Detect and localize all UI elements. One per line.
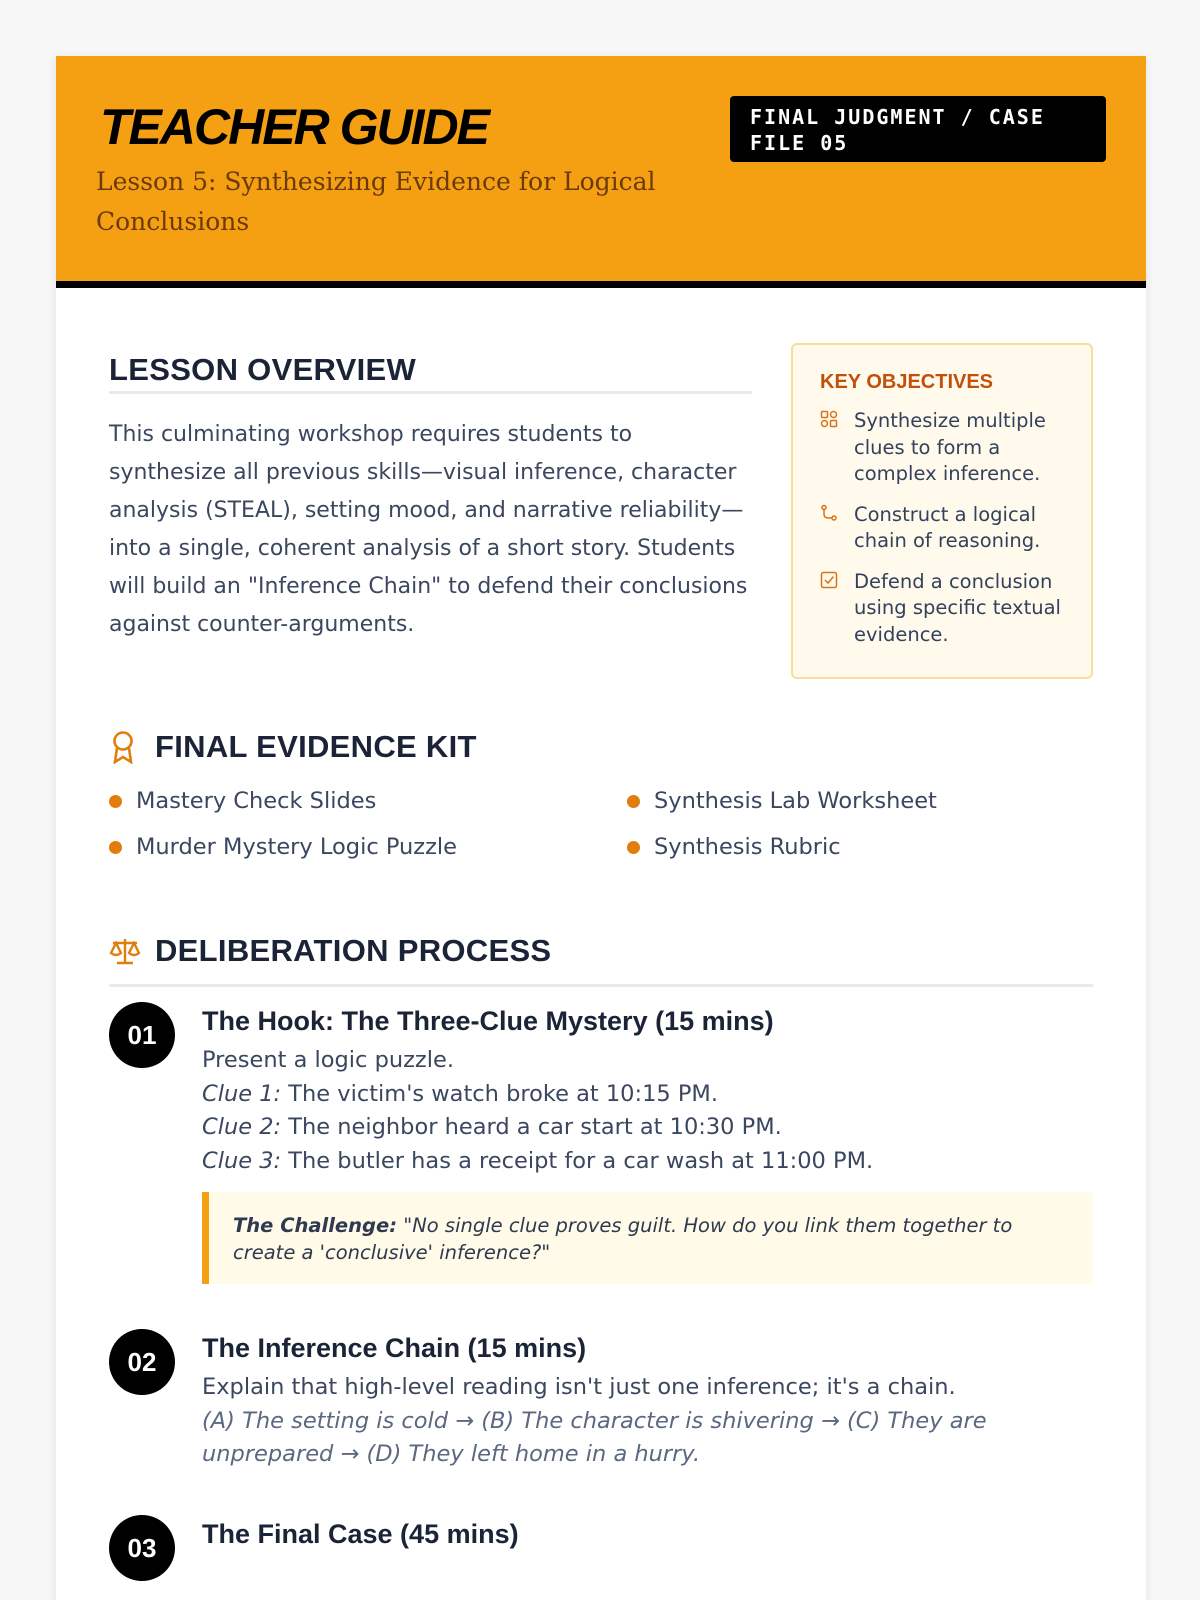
evidence-kit-section (109, 726, 1093, 886)
lesson-subtitle: Lesson 5: Synthesizing Evidence for Logical Conclusions (96, 167, 656, 236)
key-objectives-box (791, 343, 1093, 679)
award-icon (109, 730, 137, 764)
clue-line (202, 1145, 1093, 1179)
lesson-overview-text: This culminating workshop requires students to synthesize all previous skills—visual inference, character analysis (STEAL), setting mood, and narrative reliability—into a single, coherent analysis of a short story. Students will build an "Inference Chain" to defend their conclusions against counter-arguments. (109, 422, 748, 637)
step-number: 01 (109, 1002, 175, 1068)
objective-text: Defend a conclusion using specific textual evidence. (854, 569, 1061, 646)
page-title: TEACHER GUIDE (100, 99, 488, 155)
kit-item-label: Murder Mystery Logic Puzzle (136, 834, 457, 860)
kit-item (109, 832, 457, 862)
evidence-kit-heading: FINAL EVIDENCE KIT (155, 729, 477, 764)
challenge-text: "No single clue proves guilt. How do you link them together to create a 'conclusive' inference?" (233, 1214, 1013, 1264)
objective-item (820, 569, 1065, 649)
scale-icon (109, 937, 141, 965)
checkbox-icon (820, 571, 838, 589)
kit-item-label: Mastery Check Slides (136, 788, 377, 814)
case-file-badge: FINAL JUDGMENT / CASE FILE 05 (730, 96, 1106, 162)
clue-label: Clue 1: (202, 1080, 282, 1107)
step-number: 03 (109, 1515, 175, 1581)
objective-text: Construct a logical chain of reasoning. (854, 502, 1041, 552)
key-objectives-heading: KEY OBJECTIVES (820, 371, 994, 393)
step-title: The Final Case (45 mins) (202, 1519, 519, 1549)
step-number: 02 (109, 1329, 175, 1395)
clue-line (202, 1078, 1093, 1112)
kit-item-label: Synthesis Lab Worksheet (654, 788, 937, 814)
kit-item-label: Synthesis Rubric (654, 834, 841, 860)
section-divider (109, 984, 1093, 987)
step-intro: Explain that high-level reading isn't just one inference; it's a chain. (202, 1374, 956, 1400)
lesson-overview-heading: LESSON OVERVIEW (109, 346, 752, 394)
clue-text: The butler has a receipt for a car wash at 11:00 PM. (288, 1147, 874, 1174)
challenge-label: The Challenge: (233, 1214, 398, 1237)
challenge-callout (202, 1192, 1093, 1284)
objective-item (820, 502, 1065, 555)
clue-line (202, 1111, 1093, 1145)
deliberation-process-heading: DELIBERATION PROCESS (155, 933, 552, 968)
objective-text: Synthesize multiple clues to form a complex inference. (854, 409, 1046, 485)
lesson-overview-section (109, 346, 752, 644)
kit-item (627, 832, 841, 862)
step-intro: Present a logic puzzle. (202, 1047, 454, 1073)
inference-chain-example: (A) The setting is cold → (B) The character is shivering → (C) They are unprepared → (D) They left home in a hurry. (202, 1407, 987, 1467)
step-title: The Inference Chain (15 mins) (202, 1333, 587, 1363)
step-title: The Hook: The Three-Clue Mystery (15 mins) (202, 1006, 774, 1036)
clue-text: The neighbor heard a car start at 10:30 PM. (288, 1114, 782, 1140)
kit-item (109, 786, 376, 816)
puzzle-icon (820, 410, 838, 428)
route-icon (820, 504, 838, 522)
deliberation-process-section (109, 930, 1093, 1563)
guide-page (56, 56, 1146, 1600)
objective-item (820, 408, 1065, 488)
clue-label: Clue 3: (202, 1147, 282, 1174)
kit-item (627, 786, 937, 816)
clue-text: The victim's watch broke at 10:15 PM. (288, 1080, 718, 1107)
clue-label: Clue 2: (202, 1114, 282, 1140)
header-banner (56, 56, 1146, 288)
